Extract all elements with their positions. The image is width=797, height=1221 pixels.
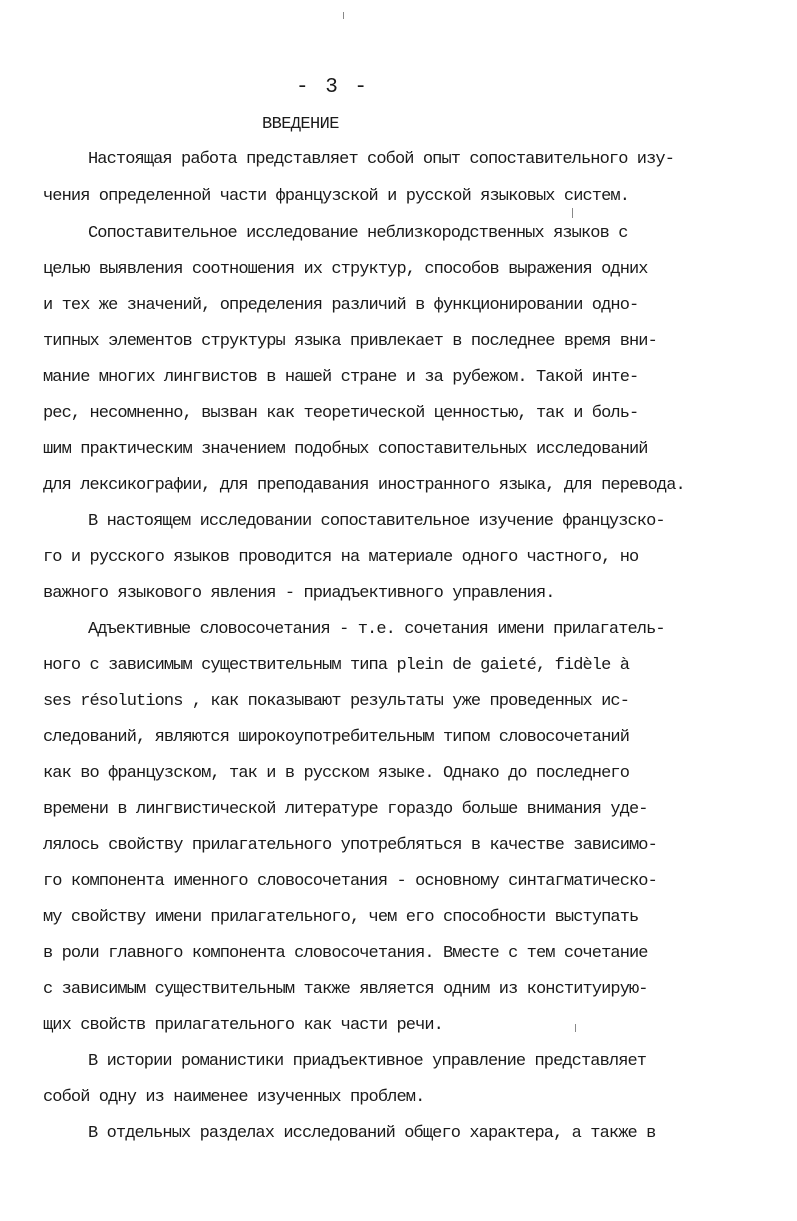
- paragraph-4-line-8: го компонента именного словосочетания - основному синтагматическо-: [43, 872, 657, 891]
- paragraph-4-line-9: му свойству имени прилагательного, чем его способности выступать: [43, 908, 639, 927]
- paragraph-2-line-6: рес, несомненно, вызван как теоретической ценностью, так и боль-: [43, 404, 639, 423]
- paragraph-4-line-4: следований, являются широкоупотребительным типом словосочетаний: [43, 728, 630, 747]
- paragraph-2-line-7: шим практическим значением подобных сопоставительных исследований: [43, 440, 648, 459]
- scan-mark: [572, 208, 573, 218]
- page-number: - 3 -: [296, 76, 370, 99]
- paragraph-1-line-2: чения определенной части французской и русской языковых систем.: [43, 187, 630, 206]
- paragraph-6-line-1: В отдельных разделах исследований общего характера, а также в: [88, 1124, 656, 1143]
- paragraph-1-line-1: Настоящая работа представляет собой опыт сопоставительного изу-: [88, 150, 675, 169]
- paragraph-4-line-12: щих свойств прилагательного как части речи.: [43, 1016, 443, 1035]
- paragraph-4-line-1: Адъективные словосочетания - т.е. сочетания имени прилагатель-: [88, 620, 665, 639]
- paragraph-3-line-2: го и русского языков проводится на материале одного частного, но: [43, 548, 639, 567]
- paragraph-2-line-8: для лексикографии, для преподавания иностранного языка, для перевода.: [43, 476, 685, 495]
- paragraph-4-line-3: ses résolutions , как показывают результаты уже проведенных ис-: [43, 692, 630, 711]
- paragraph-4-line-11: с зависимым существительным также является одним из конституирую-: [43, 980, 648, 999]
- paragraph-3-line-1: В настоящем исследовании сопоставительное изучение французско-: [88, 512, 665, 531]
- paragraph-2-line-4: типных элементов структуры языка привлекает в последнее время вни-: [43, 332, 657, 351]
- section-title: ВВЕДЕНИЕ: [262, 115, 339, 134]
- scan-mark: [343, 12, 344, 19]
- paragraph-4-line-10: в роли главного компонента словосочетания. Вместе с тем сочетание: [43, 944, 648, 963]
- paragraph-3-line-3: важного языкового явления - приадъективного управления.: [43, 584, 555, 603]
- paragraph-4-line-6: времени в лингвистической литературе гораздо больше внимания уде-: [43, 800, 648, 819]
- paragraph-4-line-7: лялось свойству прилагательного употребляться в качестве зависимо-: [43, 836, 657, 855]
- paragraph-4-line-5: как во французском, так и в русском языке. Однако до последнего: [43, 764, 630, 783]
- paragraph-5-line-2: собой одну из наименее изученных проблем.: [43, 1088, 425, 1107]
- paragraph-5-line-1: В истории романистики приадъективное управление представляет: [88, 1052, 647, 1071]
- paragraph-4-line-2: ного с зависимым существительным типа plein de gaieté, fidèle à: [43, 656, 630, 675]
- paragraph-2-line-1: Сопоставительное исследование неблизкородственных языков с: [88, 224, 628, 243]
- paragraph-2-line-2: целью выявления соотношения их структур, способов выражения одних: [43, 260, 648, 279]
- paragraph-2-line-3: и тех же значений, определения различий в функционировании одно-: [43, 296, 639, 315]
- scan-mark: [575, 1024, 576, 1032]
- paragraph-2-line-5: мание многих лингвистов в нашей стране и за рубежом. Такой инте-: [43, 368, 639, 387]
